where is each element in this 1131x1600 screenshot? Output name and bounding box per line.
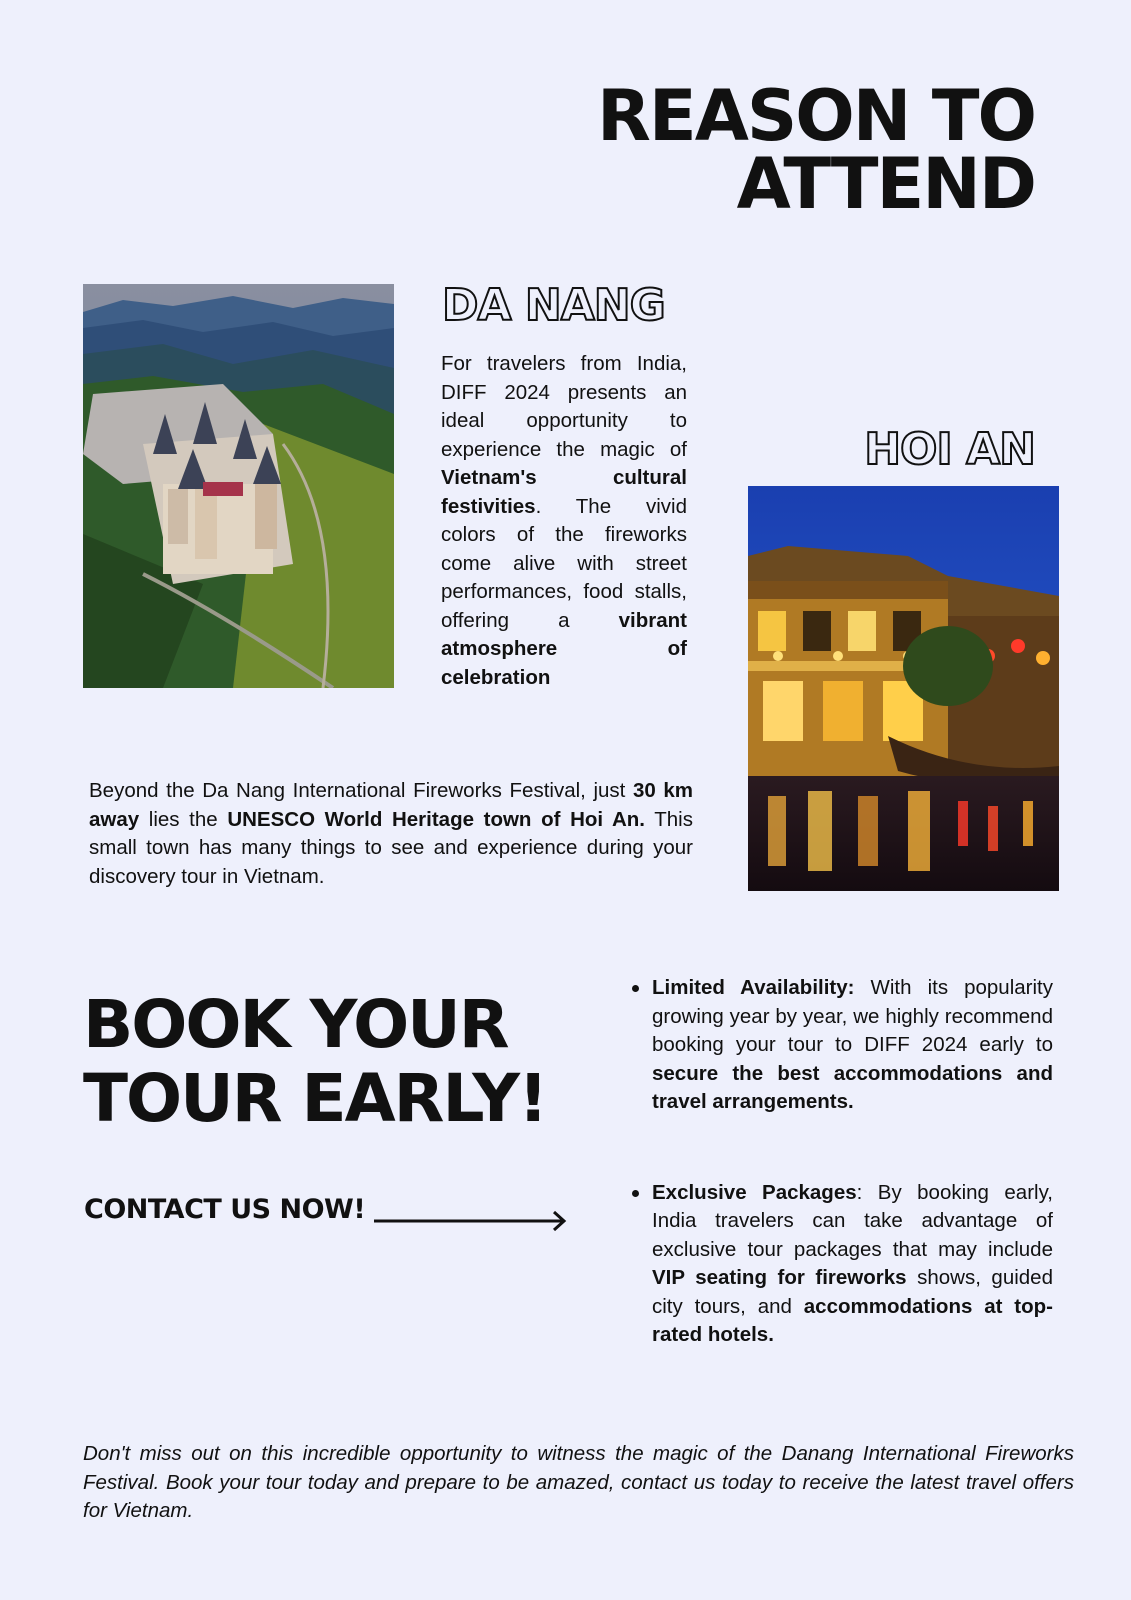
benefit-0-run: With its popularity growing year by year, we highly recommend booking your tour to DIFF 2024 early to — [652, 976, 1053, 1056]
benefit-exclusive-packages — [632, 1179, 1053, 1350]
benefit-1-run: shows, guided city tours, and — [652, 1266, 1053, 1318]
benefits-list — [632, 974, 1053, 1350]
danang-paragraph-run: Vietnam's cultural festivities — [441, 466, 687, 518]
benefit-1-run: Exclusive Packages — [652, 1180, 857, 1204]
hoian-heading: HOI AN — [864, 424, 1035, 475]
hoian-paragraph-run: 30 km away — [89, 779, 693, 831]
page-title-line-2: ATTEND — [736, 143, 1035, 225]
benefit-0-run: secure the best accommodations and travel arrangements. — [652, 1061, 1053, 1113]
arrow-right-icon — [374, 1208, 570, 1234]
benefit-0-run: Limited Availability: — [652, 976, 855, 999]
page-title-line-1: REASON TO — [596, 75, 1035, 157]
danang-paragraph-run: For travelers from India, DIFF 2024 presents an ideal opportunity to experience the magic of — [441, 352, 687, 461]
book-tour-heading — [83, 988, 546, 1136]
hoian-paragraph-run: Beyond the Da Nang International Fireworks Festival, just — [89, 779, 633, 802]
benefit-limited-availability — [632, 974, 1053, 1117]
danang-heading: DA NANG — [442, 280, 665, 331]
hoian-paragraph-run: lies the — [139, 807, 228, 831]
benefit-1-run: : By booking early, India travelers can take advantage of exclusive tour packages that may include — [652, 1180, 1054, 1261]
hoian-paragraph-run: UNESCO World Heritage town of Hoi An. — [227, 807, 645, 831]
page-title — [596, 75, 1035, 225]
danang-paragraph — [441, 350, 687, 692]
hoian-paragraph — [89, 777, 693, 891]
danang-castle-photo — [83, 284, 394, 688]
book-tour-line-2: TOUR EARLY! — [83, 1060, 547, 1137]
book-tour-line-1: BOOK YOUR — [83, 986, 508, 1063]
hoian-paragraph-run: This small town has many things to see and experience during your discovery tour in Vietnam. — [89, 807, 693, 888]
danang-paragraph-run: vibrant atmosphere of celebration — [441, 608, 687, 689]
danang-paragraph-run: . The vivid colors of the fireworks come alive with street performances, food stalls, offering a — [441, 494, 687, 632]
contact-us-cta[interactable]: CONTACT US NOW! — [84, 1194, 366, 1225]
closing-note: Don't miss out on this incredible opportunity to witness the magic of the Danang International Fireworks Festival. Book your tour today and prepare to be amazed, contact us today to receive the latest travel offers for Vietnam. — [83, 1442, 1074, 1522]
hoian-lantern-photo — [748, 486, 1059, 891]
benefit-1-run: VIP seating for fireworks — [652, 1266, 907, 1289]
benefit-1-run: accommodations at top-rated hotels. — [652, 1294, 1053, 1346]
